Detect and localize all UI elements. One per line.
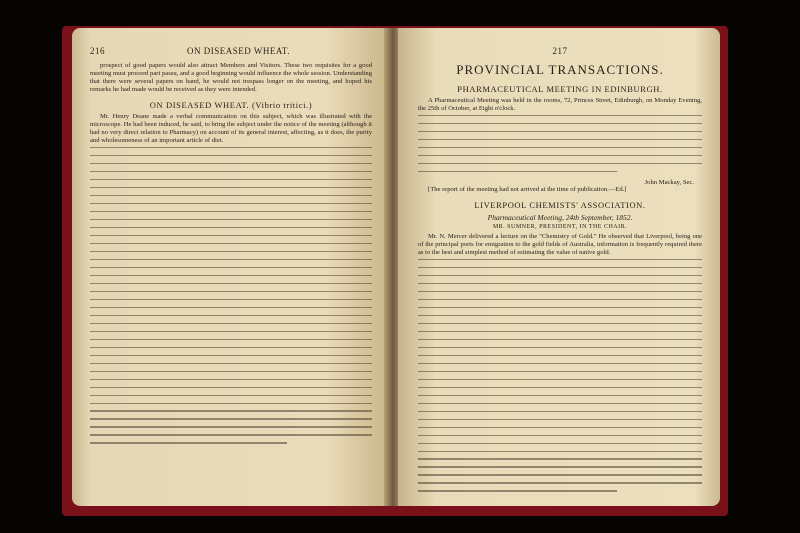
left-body-text-lines (90, 147, 372, 444)
edinburgh-heading: PHARMACEUTICAL MEETING IN EDINBURGH. (457, 84, 663, 94)
left-section-opening: Mr. Henry Deane made a verbal communication on this subject, which was illustrated with the microscope. He had been induced, he said, to bring the subject under the notice of the meeting (although it had no very direct relation to Pharmacy) on account of its general interest, affecting, as it does, the purity and wholesomeness of an important article of diet. (90, 113, 372, 144)
right-page-title: PROVINCIAL TRANSACTIONS. (456, 62, 664, 77)
left-page (72, 28, 388, 506)
left-page-number: 216 (90, 46, 105, 56)
liverpool-paragraph: Mr. N. Mercer delivered a lecture on the "Chemistry of Gold." He observed that Liverpool, being one of the principal ports for emigration to the gold fields of Australia, information is frequently required there as to the best and simplest method of estimating the value of native gold. (418, 232, 702, 256)
left-running-head (90, 46, 372, 56)
right-page (398, 28, 720, 506)
open-book (62, 20, 728, 518)
left-section-title: ON DISEASED WHEAT. (Vibrio tritici.) (149, 100, 313, 110)
edinburgh-body-lines (418, 115, 702, 172)
right-running-head (418, 46, 702, 56)
liverpool-heading: LIVERPOOL CHEMISTS' ASSOCIATION. (474, 199, 646, 210)
chair-line: MR. SUMNER, PRESIDENT, IN THE CHAIR. (492, 223, 628, 230)
report-note: [The report of the meeting had not arrived at the time of publication.—Ed.] (428, 185, 627, 193)
left-running-title: ON DISEASED WHEAT. (187, 46, 290, 56)
signature: John Mackay, Sec. (644, 178, 694, 186)
left-opening-paragraph: prospect of good papers would also attract Members and Visitors. These two requisites for a good meeting must proceed pari passu, and a good beginning would influence the whole session. Understanding that there were several papers on hand, he would not trespass longer on the meeting, and hoped his remarks he had made would be received as they were intended. (90, 62, 372, 93)
edinburgh-paragraph: A Pharmaceutical Meeting was held in the rooms, 72, Princes Street, Edinburgh, on Monday Evening, the 25th of October, at Eight o'clock. (418, 97, 702, 112)
right-page-number: 217 (552, 46, 568, 56)
liverpool-meeting-date: Pharmaceutical Meeting, 24th September, 1852. (487, 212, 633, 222)
liverpool-body-lines (418, 259, 702, 492)
